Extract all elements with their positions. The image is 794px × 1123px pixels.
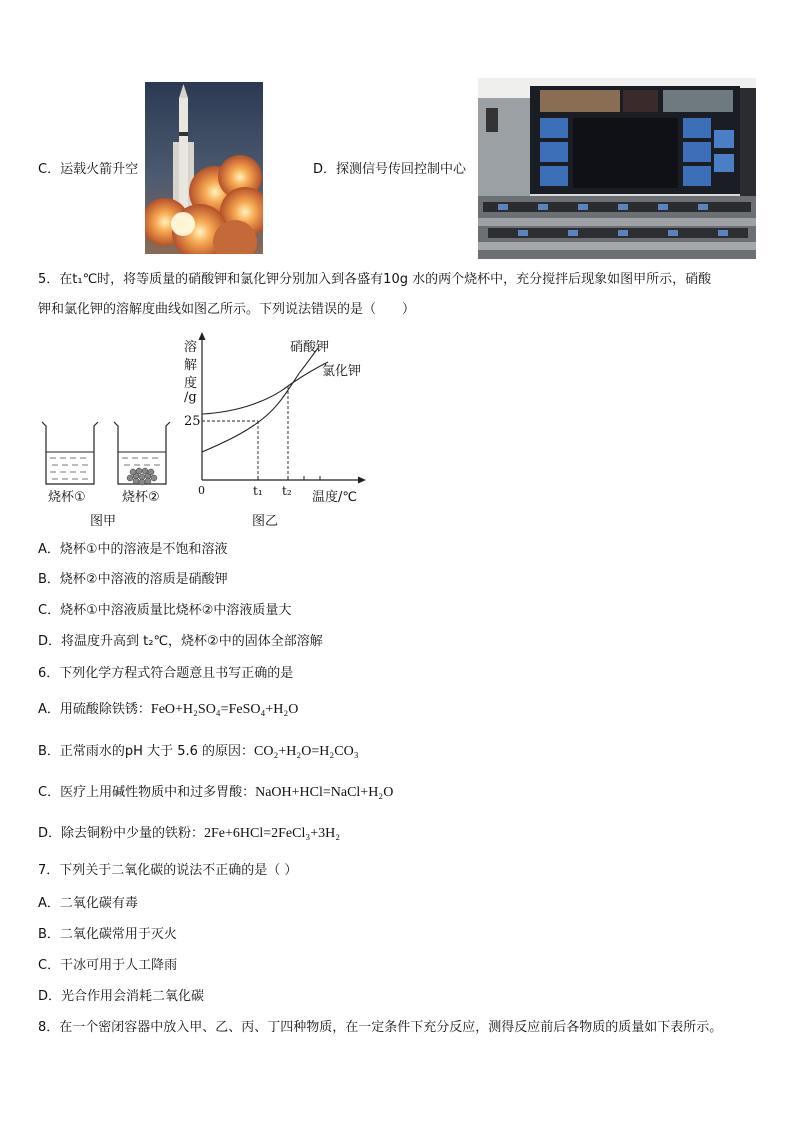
q6-option-b-text: B．正常雨水的pH 大于 5.6 的原因： bbox=[38, 744, 255, 759]
figure-yi-caption: 图乙 bbox=[252, 514, 279, 529]
y-label-1: 溶 bbox=[184, 340, 198, 355]
q6-option-d-equation: 2Fe+6HCl=2FeCl₃+3H₂ bbox=[204, 826, 341, 841]
figure-yi bbox=[180, 330, 370, 530]
q5-option-c: C．烧杯①中溶液质量比烧杯②中溶液质量大 bbox=[38, 603, 292, 618]
beaker-2-label: 烧杯② bbox=[122, 490, 160, 505]
q6-option-a-equation: FeO+H₂SO₄=FeSO₄+H₂O bbox=[150, 702, 299, 717]
t2-label: t₂ bbox=[282, 484, 292, 498]
control-center-image bbox=[478, 78, 756, 259]
q7-option-b: B．二氧化碳常用于灭火 bbox=[38, 927, 177, 942]
kcl-label: 氯化钾 bbox=[322, 364, 362, 379]
y-tick-25: 25 bbox=[184, 414, 201, 429]
q5-option-a: A．烧杯①中的溶液是不饱和溶液 bbox=[38, 542, 228, 557]
q6-option-c-text: C．医疗上用碱性物质中和过多胃酸： bbox=[38, 785, 256, 800]
x-axis-label: 温度/℃ bbox=[312, 490, 357, 505]
beaker-1-drawing bbox=[42, 422, 98, 484]
q7-option-d: D．光合作用会消耗二氧化碳 bbox=[38, 989, 205, 1004]
figure-jia-caption: 图甲 bbox=[90, 514, 117, 529]
origin-label: 0 bbox=[198, 484, 205, 497]
q6-option-a-text: A．用硫酸除铁锈： bbox=[38, 702, 151, 717]
kcl-curve bbox=[202, 362, 328, 414]
kno3-label: 硝酸钾 bbox=[290, 340, 330, 355]
q7-option-a: A．二氧化碳有毒 bbox=[38, 896, 138, 911]
rocket-launch-image bbox=[145, 82, 263, 254]
q6-option-a bbox=[38, 701, 298, 719]
t1-label: t₁ bbox=[253, 484, 263, 498]
y-label-2: 解 bbox=[184, 358, 198, 373]
q6-option-d-text: D．除去铜粉中少量的铁粉： bbox=[38, 826, 205, 841]
q6-option-c bbox=[38, 784, 393, 802]
y-label-3: 度 bbox=[184, 376, 198, 391]
q7-option-c: C．干冰可用于人工降雨 bbox=[38, 958, 178, 973]
q8-stem: 8．在一个密闭容器中放入甲、乙、丙、丁四种物质，在一定条件下充分反应，测得反应前后各物质的质量如下表所示。 bbox=[38, 1020, 723, 1035]
q5-stem-line1: 5．在t₁℃时，将等质量的硝酸钾和氯化钾分别加入到各盛有10g 水的两个烧杯中，充分搅拌后现象如图甲所示，硝酸 bbox=[38, 272, 712, 287]
figure-jia bbox=[38, 418, 178, 530]
q6-option-b bbox=[38, 743, 359, 761]
beaker-2-drawing bbox=[114, 422, 170, 485]
y-label-4: /g bbox=[184, 390, 197, 405]
q5-option-d: D．将温度升高到 t₂℃，烧杯②中的固体全部溶解 bbox=[38, 634, 323, 649]
beaker-1-label: 烧杯① bbox=[48, 490, 86, 505]
q5-option-b: B．烧杯②中溶液的溶质是硝酸钾 bbox=[38, 572, 228, 587]
option-c-label: C．运载火箭升空 bbox=[38, 162, 139, 177]
q6-option-c-equation: NaOH+HCl=NaCl+H₂O bbox=[255, 785, 394, 800]
kno3-curve bbox=[202, 348, 318, 452]
option-d-label: D．探测信号传回控制中心 bbox=[313, 162, 467, 177]
q7-stem: 7．下列关于二氧化碳的说法不正确的是（ ） bbox=[38, 863, 298, 878]
q5-stem-line2: 钾和氯化钾的溶解度曲线如图乙所示。下列说法错误的是（ ） bbox=[38, 302, 416, 317]
q6-stem: 6．下列化学方程式符合题意且书写正确的是 bbox=[38, 666, 294, 681]
q6-option-d bbox=[38, 825, 340, 843]
q6-option-b-equation: CO₂+H₂O=H₂CO₃ bbox=[254, 744, 359, 759]
